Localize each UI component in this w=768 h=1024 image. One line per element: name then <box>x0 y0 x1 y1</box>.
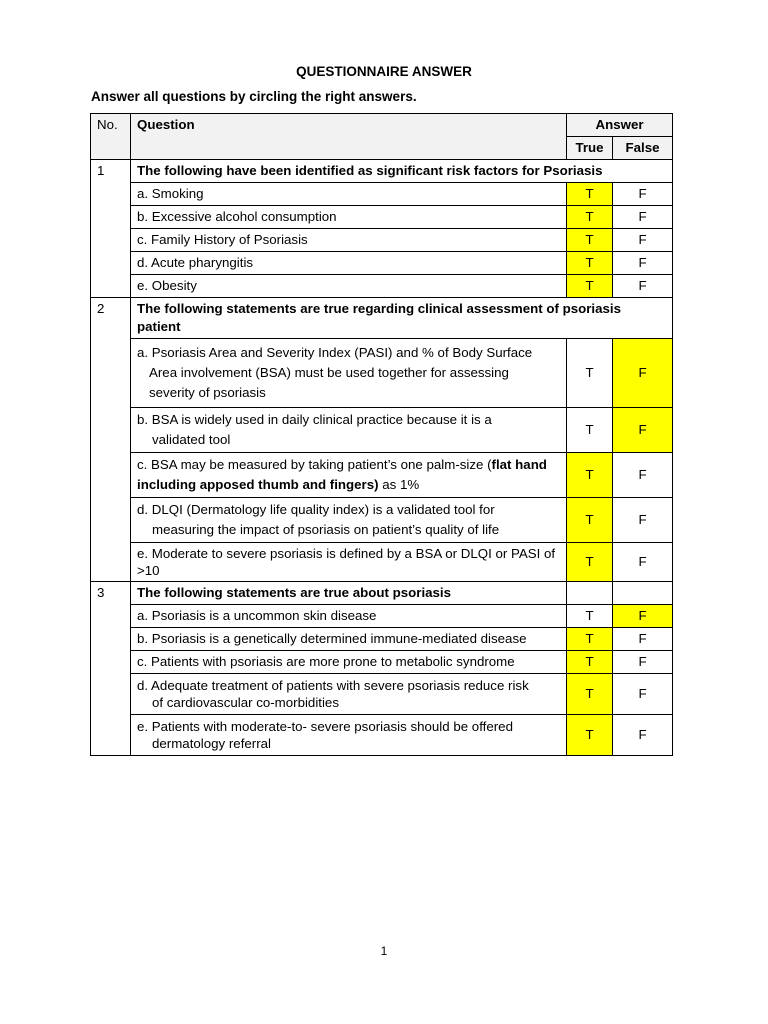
item-line: b. Excessive alcohol consumption <box>137 209 337 224</box>
item-line: a. Smoking <box>137 186 204 201</box>
section-heading-row <box>91 298 673 339</box>
item-text <box>131 275 567 298</box>
item-text <box>131 408 567 453</box>
answer-row <box>91 252 673 275</box>
answer-row <box>91 206 673 229</box>
false-option[interactable]: F <box>613 206 673 229</box>
item-line: b. BSA is widely used in daily clinical practice because it is a <box>137 412 492 427</box>
item-text <box>131 543 567 582</box>
header-no: No. <box>91 114 131 160</box>
false-option[interactable]: F <box>613 453 673 498</box>
questionnaire-table <box>90 113 673 756</box>
true-option[interactable]: T <box>567 715 613 756</box>
item-line: validated tool <box>152 432 231 447</box>
item-line: of cardiovascular co-morbidities <box>152 695 339 710</box>
true-option[interactable]: T <box>567 275 613 298</box>
true-option[interactable]: T <box>567 183 613 206</box>
item-line: c. Family History of Psoriasis <box>137 232 308 247</box>
header-question: Question <box>131 114 567 160</box>
true-option[interactable]: T <box>567 206 613 229</box>
item-line: d. DLQI (Dermatology life quality index) is a validated tool for <box>137 502 495 517</box>
header-false: False <box>613 137 673 160</box>
true-option[interactable]: T <box>567 252 613 275</box>
item-text <box>131 206 567 229</box>
item-text <box>131 252 567 275</box>
section-heading: The following have been identified as significant risk factors for Psoriasis <box>131 160 673 183</box>
false-option[interactable]: F <box>613 651 673 674</box>
false-option[interactable]: F <box>613 275 673 298</box>
item-line: c. BSA may be measured by taking patient’s one palm-size ( <box>137 457 492 472</box>
answer-row <box>91 183 673 206</box>
section-heading-row <box>91 582 673 605</box>
item-line: e. Patients with moderate-to- severe psoriasis should be offered <box>137 719 513 734</box>
true-option[interactable]: T <box>567 229 613 252</box>
section-heading-row <box>91 160 673 183</box>
false-option[interactable]: F <box>613 339 673 408</box>
item-line: e. Obesity <box>137 278 197 293</box>
true-option[interactable]: T <box>567 543 613 582</box>
false-option[interactable]: F <box>613 543 673 582</box>
item-text <box>131 229 567 252</box>
instruction-text: Answer all questions by circling the right answers. <box>91 89 417 104</box>
header-answer: Answer <box>567 114 673 137</box>
answer-row <box>91 229 673 252</box>
item-text <box>131 453 567 498</box>
false-option[interactable]: F <box>613 408 673 453</box>
item-text <box>131 715 567 756</box>
item-text <box>131 674 567 715</box>
false-option[interactable]: F <box>613 628 673 651</box>
item-line-bold: flat hand including apposed thumb and fingers) <box>137 457 547 492</box>
true-option[interactable]: T <box>567 628 613 651</box>
false-option[interactable]: F <box>613 715 673 756</box>
false-option[interactable]: F <box>613 183 673 206</box>
false-option[interactable]: F <box>613 605 673 628</box>
false-option[interactable]: F <box>613 674 673 715</box>
answer-row <box>91 275 673 298</box>
item-line: measuring the impact of psoriasis on patient’s quality of life <box>152 522 500 537</box>
true-option[interactable]: T <box>567 651 613 674</box>
item-line: c. Patients with psoriasis are more prone to metabolic syndrome <box>137 654 515 669</box>
false-option[interactable]: F <box>613 498 673 543</box>
section-heading: The following statements are true regarding clinical assessment of psoriasis patient <box>131 298 673 339</box>
answer-row <box>91 715 673 756</box>
answer-row <box>91 628 673 651</box>
answer-row <box>91 543 673 582</box>
item-text <box>131 651 567 674</box>
page-title: QUESTIONNAIRE ANSWER <box>296 64 472 79</box>
item-line: b. Psoriasis is a genetically determined immune-mediated disease <box>137 631 527 646</box>
item-line: severity of psoriasis <box>149 385 266 400</box>
true-option[interactable]: T <box>567 605 613 628</box>
item-line: a. Psoriasis Area and Severity Index (PASI) and % of Body Surface <box>137 345 533 360</box>
true-option[interactable]: T <box>567 339 613 408</box>
item-line: d. Acute pharyngitis <box>137 255 254 270</box>
header-true: True <box>567 137 613 160</box>
answer-row <box>91 498 673 543</box>
question-number: 1 <box>91 160 131 298</box>
empty-cell <box>567 582 613 605</box>
item-line: dermatology referral <box>152 736 271 751</box>
item-line: as 1% <box>378 477 420 492</box>
item-line: a. Psoriasis is a uncommon skin disease <box>137 608 377 623</box>
true-option[interactable]: T <box>567 408 613 453</box>
header-row <box>91 114 673 137</box>
answer-row <box>91 408 673 453</box>
item-text <box>131 183 567 206</box>
item-text <box>131 339 567 408</box>
false-option[interactable]: F <box>613 252 673 275</box>
item-line: d. Adequate treatment of patients with severe psoriasis reduce risk <box>137 678 529 693</box>
item-line: e. Moderate to severe psoriasis is defined by a BSA or DLQI or PASI of >10 <box>137 546 556 578</box>
answer-row <box>91 339 673 408</box>
answer-row <box>91 651 673 674</box>
true-option[interactable]: T <box>567 453 613 498</box>
true-option[interactable]: T <box>567 498 613 543</box>
page-number: 1 <box>380 944 388 958</box>
true-option[interactable]: T <box>567 674 613 715</box>
section-heading: The following statements are true about psoriasis <box>131 582 567 605</box>
item-line: Area involvement (BSA) must be used together for assessing <box>149 365 509 380</box>
false-option[interactable]: F <box>613 229 673 252</box>
item-text <box>131 605 567 628</box>
answer-row <box>91 453 673 498</box>
answer-row <box>91 674 673 715</box>
answer-row <box>91 605 673 628</box>
item-text <box>131 628 567 651</box>
item-text <box>131 498 567 543</box>
question-number: 2 <box>91 298 131 582</box>
empty-cell <box>613 582 673 605</box>
question-number: 3 <box>91 582 131 756</box>
